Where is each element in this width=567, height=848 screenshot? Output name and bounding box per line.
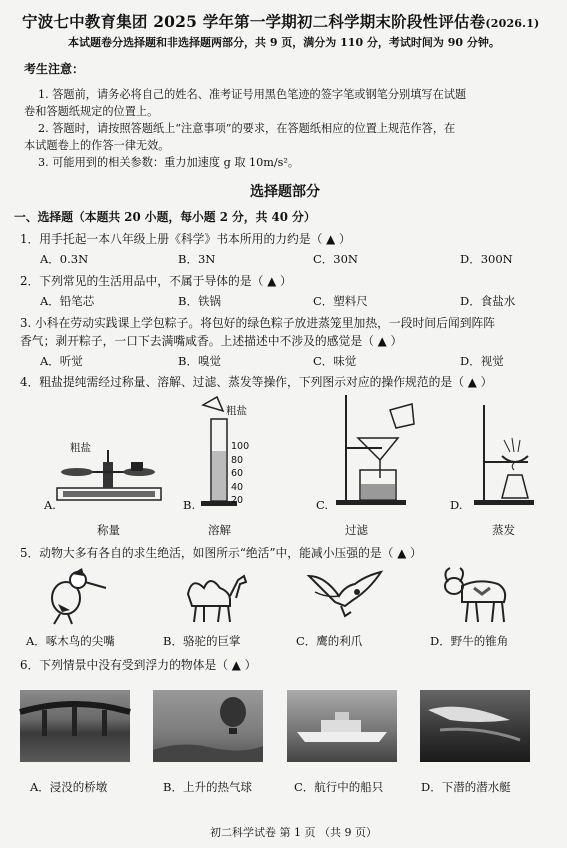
q1-option-a: A．0.3N — [40, 252, 89, 266]
exam-subtitle: 本试题卷分选择题和非选择题两部分，共 9 页，满分为 110 分，考试时间为 90 分钟。 — [68, 36, 500, 49]
wild-ox-figure — [438, 564, 514, 626]
question-1-stem: 1．用手托起一本八年级上册《科学》书本所用的力约是（ ▲ ） — [20, 232, 351, 246]
q2-option-d: D．食盐水 — [460, 294, 516, 308]
woodpecker-figure — [38, 566, 108, 626]
evaporation-figure — [470, 400, 540, 510]
q6-option-a: A．浸没的桥墩 — [30, 780, 108, 794]
notice-line-4: 本试题卷上的作答一律无效。 — [24, 139, 170, 152]
notice-heading: 考生注意： — [24, 62, 85, 76]
q3-option-d: D．视觉 — [460, 354, 504, 368]
q3-option-b: B．嗅觉 — [178, 354, 221, 368]
q6-option-c: C．航行中的船只 — [294, 780, 384, 794]
notice-line-5: 3. 可能用到的相关参数：重力加速度 g 取 10m/s²。 — [38, 156, 300, 169]
question-5-stem: 5．动物大多有各自的求生绝活，如图所示“绝活”中，能减小压强的是（ ▲ ） — [20, 546, 422, 560]
salt-label-a: 粗盐 — [70, 442, 91, 454]
tick-20: 20 — [231, 495, 244, 506]
q1-option-c: C．30N — [313, 252, 358, 266]
q2-option-b: B．铁锅 — [178, 294, 221, 308]
exam-title — [22, 10, 539, 32]
tick-80: 80 — [231, 454, 244, 466]
hot-air-balloon-photo — [153, 690, 263, 762]
q6-option-d: D．下潜的潜水艇 — [421, 780, 511, 794]
notice-line-3: 2. 答题时，请按照答题纸上“注意事项”的要求，在答题纸相应的位置上规范作答，在 — [38, 122, 456, 135]
tick-40: 40 — [231, 481, 244, 493]
caption-weigh: 称量 — [97, 523, 120, 537]
q3-option-a: A．听觉 — [40, 354, 83, 368]
eagle-figure — [305, 566, 385, 626]
bridge-shape — [20, 690, 130, 762]
question-4-stem: 4．粗盐提纯需经过称量、溶解、过滤、蒸发等操作，下列图示对应的操作规范的是（ ▲ ） — [20, 375, 493, 389]
q5-option-a: A．啄木鸟的尖嘴 — [26, 634, 115, 648]
camel-figure — [180, 566, 250, 626]
q5-option-d: D．野牛的锥角 — [430, 634, 509, 648]
page-footer: 初二科学试卷 第 1 页 （共 9 页） — [210, 826, 377, 839]
q2-option-c: C．塑料尺 — [313, 294, 368, 308]
title-date: (2026.1) — [485, 17, 540, 30]
caption-dissolve: 溶解 — [208, 523, 231, 537]
q6-option-b: B．上升的热气球 — [163, 780, 252, 794]
question-2-stem: 2．下列常见的生活用品中，不属于导体的是（ ▲ ） — [20, 274, 292, 288]
title-text: 宁波七中教育集团 2025 学年第一学期初二科学期末阶段性评估卷 — [22, 12, 486, 31]
caption-evaporate: 蒸发 — [492, 523, 515, 537]
q4-option-b: B. — [183, 498, 196, 512]
q4-option-d: D. — [450, 498, 463, 512]
cylinder-ticks — [231, 440, 249, 508]
filtration-figure — [330, 390, 420, 510]
q4-option-c: C. — [316, 498, 329, 512]
question-3-stem-2: 香气；剥开粽子，一口下去满嘴咸香。上述描述中不涉及的感觉是（ ▲ ） — [20, 334, 403, 348]
q2-option-a: A．铅笔芯 — [40, 294, 95, 308]
ship-shape — [287, 690, 397, 762]
q1-option-d: D．300N — [460, 252, 513, 266]
question-6-stem: 6．下列情景中没有受到浮力的物体是（ ▲ ） — [20, 658, 257, 672]
q5-option-c: C．鹰的利爪 — [296, 634, 363, 648]
tick-100: 100 — [231, 441, 250, 452]
submarine-photo — [420, 690, 530, 762]
tick-60: 60 — [231, 468, 244, 479]
q5-option-b: B．骆驼的巨掌 — [163, 634, 241, 648]
question-3-stem: 3. 小科在劳动实践课上学包粽子。将包好的绿色粽子放进蒸笼里加热，一段时间后闻到阵阵 — [20, 316, 496, 330]
salt-label-b: 粗盐 — [226, 405, 247, 417]
caption-filter: 过滤 — [345, 523, 368, 537]
part-heading: 一、选择题（本题共 20 小题，每小题 2 分，共 40 分） — [14, 210, 316, 224]
ship-photo — [287, 690, 397, 762]
notice-line-2: 卷和答题纸规定的位置上。 — [24, 105, 159, 118]
bridge-pier-photo — [20, 690, 130, 762]
notice-line-1: 1. 答题前，请务必将自己的姓名、准考证号用黑色笔迹的签字笔或钢笔分别填写在试题 — [38, 88, 467, 101]
q1-option-b: B．3N — [178, 252, 216, 266]
submarine-shape — [420, 690, 530, 762]
balloon-shape — [153, 690, 263, 762]
q3-option-c: C．味觉 — [313, 354, 357, 368]
section-title: 选择题部分 — [250, 184, 320, 200]
q4-option-a: A. — [44, 498, 56, 512]
